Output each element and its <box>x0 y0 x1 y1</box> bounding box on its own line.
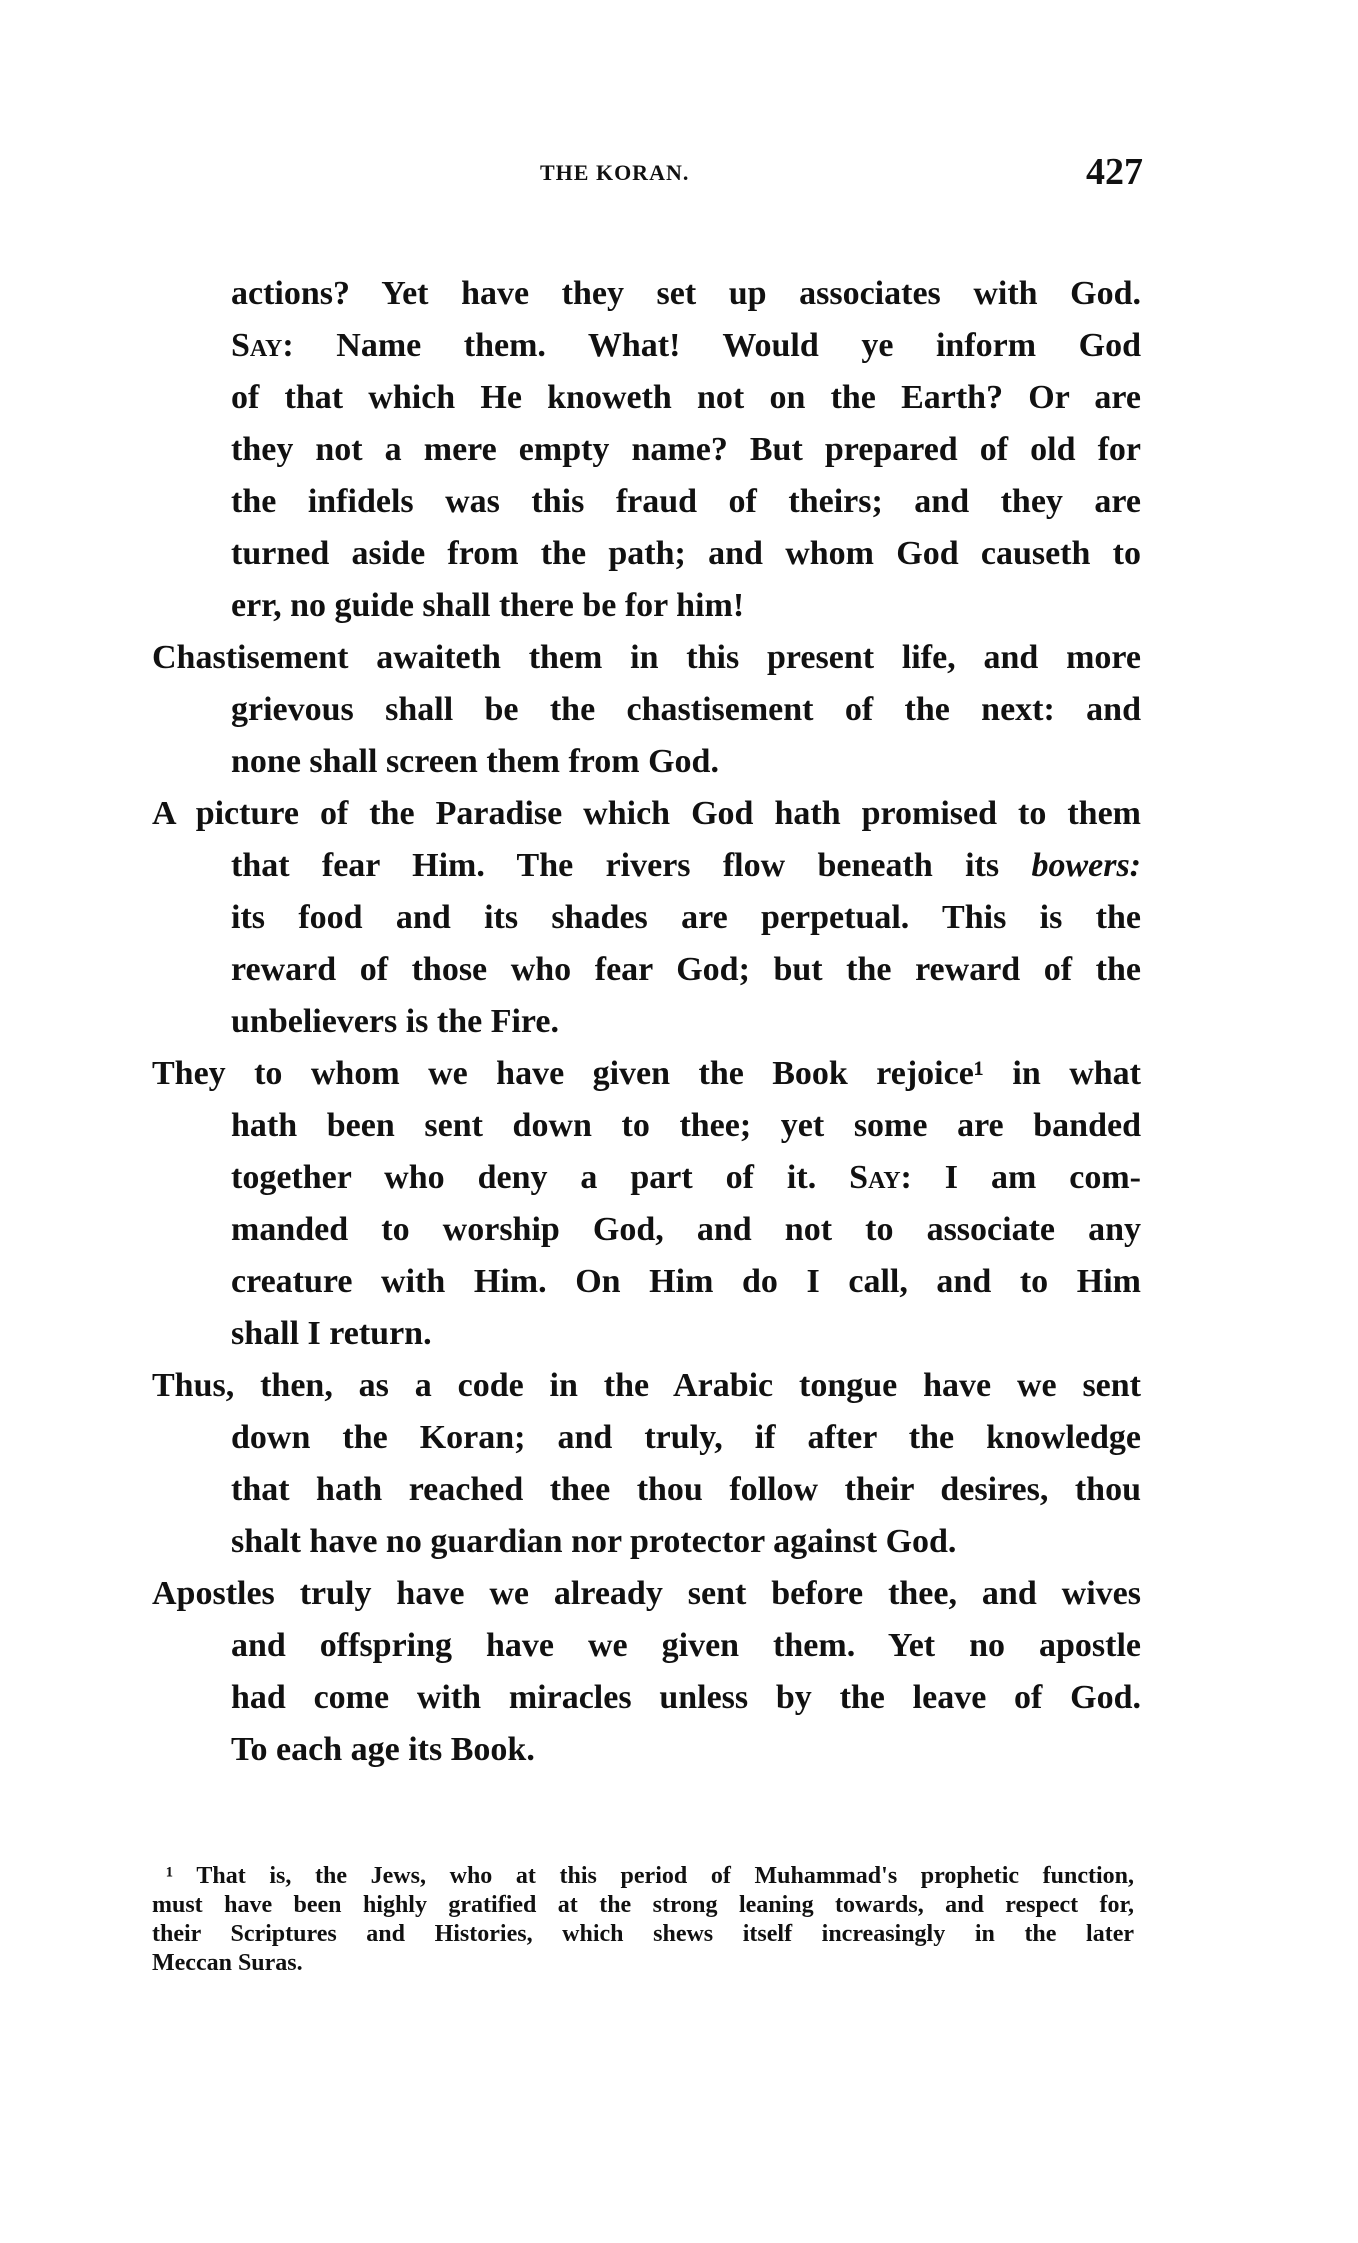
text-line: Chastisement awaiteth them in this present life, and more <box>152 639 1141 676</box>
text-line <box>231 844 1141 888</box>
text-segment: together who deny a part of it. <box>231 1159 850 1196</box>
footnote-line: must have been highly gratified at the strong leaning towards, and respect for, <box>152 1892 1134 1918</box>
text-line: that hath reached thee thou follow their desires, thou <box>231 1471 1141 1508</box>
text-line: Thus, then, as a code in the Arabic tongue have we sent <box>152 1367 1141 1404</box>
text-line: err, no guide shall there be for him! <box>231 587 745 624</box>
text-line <box>231 1156 1141 1200</box>
text-line: shalt have no guardian nor protector against God. <box>231 1523 957 1560</box>
text-line: A picture of the Paradise which God hath promised to them <box>152 795 1141 832</box>
text-line: and offspring have we given them. Yet no apostle <box>231 1627 1141 1664</box>
text-line: manded to worship God, and not to associate any <box>231 1211 1141 1248</box>
footnote-line: their Scriptures and Histories, which shews itself increasingly in the later <box>152 1921 1134 1947</box>
text-line: reward of those who fear God; but the reward of the <box>231 951 1141 988</box>
text-line: had come with miracles unless by the leave of God. <box>231 1679 1141 1716</box>
italic-text: bowers: <box>1031 847 1141 884</box>
running-title: THE KORAN. <box>540 160 690 185</box>
text-line <box>231 324 1141 368</box>
text-line: creature with Him. On Him do I call, and to Him <box>231 1263 1141 1300</box>
text-line: turned aside from the path; and whom God causeth to <box>231 535 1141 572</box>
text-line: the infidels was this fraud of theirs; and they are <box>231 483 1141 520</box>
text-line: To each age its Book. <box>231 1731 535 1768</box>
text-line: hath been sent down to thee; yet some are banded <box>231 1107 1141 1144</box>
text-line: Apostles truly have we already sent before thee, and wives <box>152 1575 1141 1612</box>
footnote-line: Meccan Suras. <box>152 1950 303 1976</box>
footnote-line: ¹ That is, the Jews, who at this period of Muhammad's prophetic function, <box>166 1863 1134 1889</box>
text-line: its food and its shades are perpetual. This is the <box>231 899 1141 936</box>
small-caps-text: Say <box>231 327 283 364</box>
small-caps-text: Say <box>849 1159 901 1196</box>
text-line: grievous shall be the chastisement of the next: and <box>231 691 1141 728</box>
text-line: shall I return. <box>231 1315 432 1352</box>
text-segment: that fear Him. The rivers flow beneath its <box>231 847 1032 884</box>
text-segment: : Name them. What! Would ye inform God <box>282 327 1141 364</box>
text-line: actions? Yet have they set up associates with God. <box>231 275 1141 312</box>
text-line: none shall screen them from God. <box>231 743 719 780</box>
text-line: of that which He knoweth not on the Earth? Or are <box>231 379 1141 416</box>
page-number: 427 <box>1086 151 1143 193</box>
text-line: They to whom we have given the Book rejoice¹ in what <box>152 1055 1141 1092</box>
text-line: down the Koran; and truly, if after the knowledge <box>231 1419 1141 1456</box>
text-line: unbelievers is the Fire. <box>231 1003 559 1040</box>
text-segment: : I am com- <box>900 1159 1141 1196</box>
text-line: they not a mere empty name? But prepared of old for <box>231 431 1141 468</box>
